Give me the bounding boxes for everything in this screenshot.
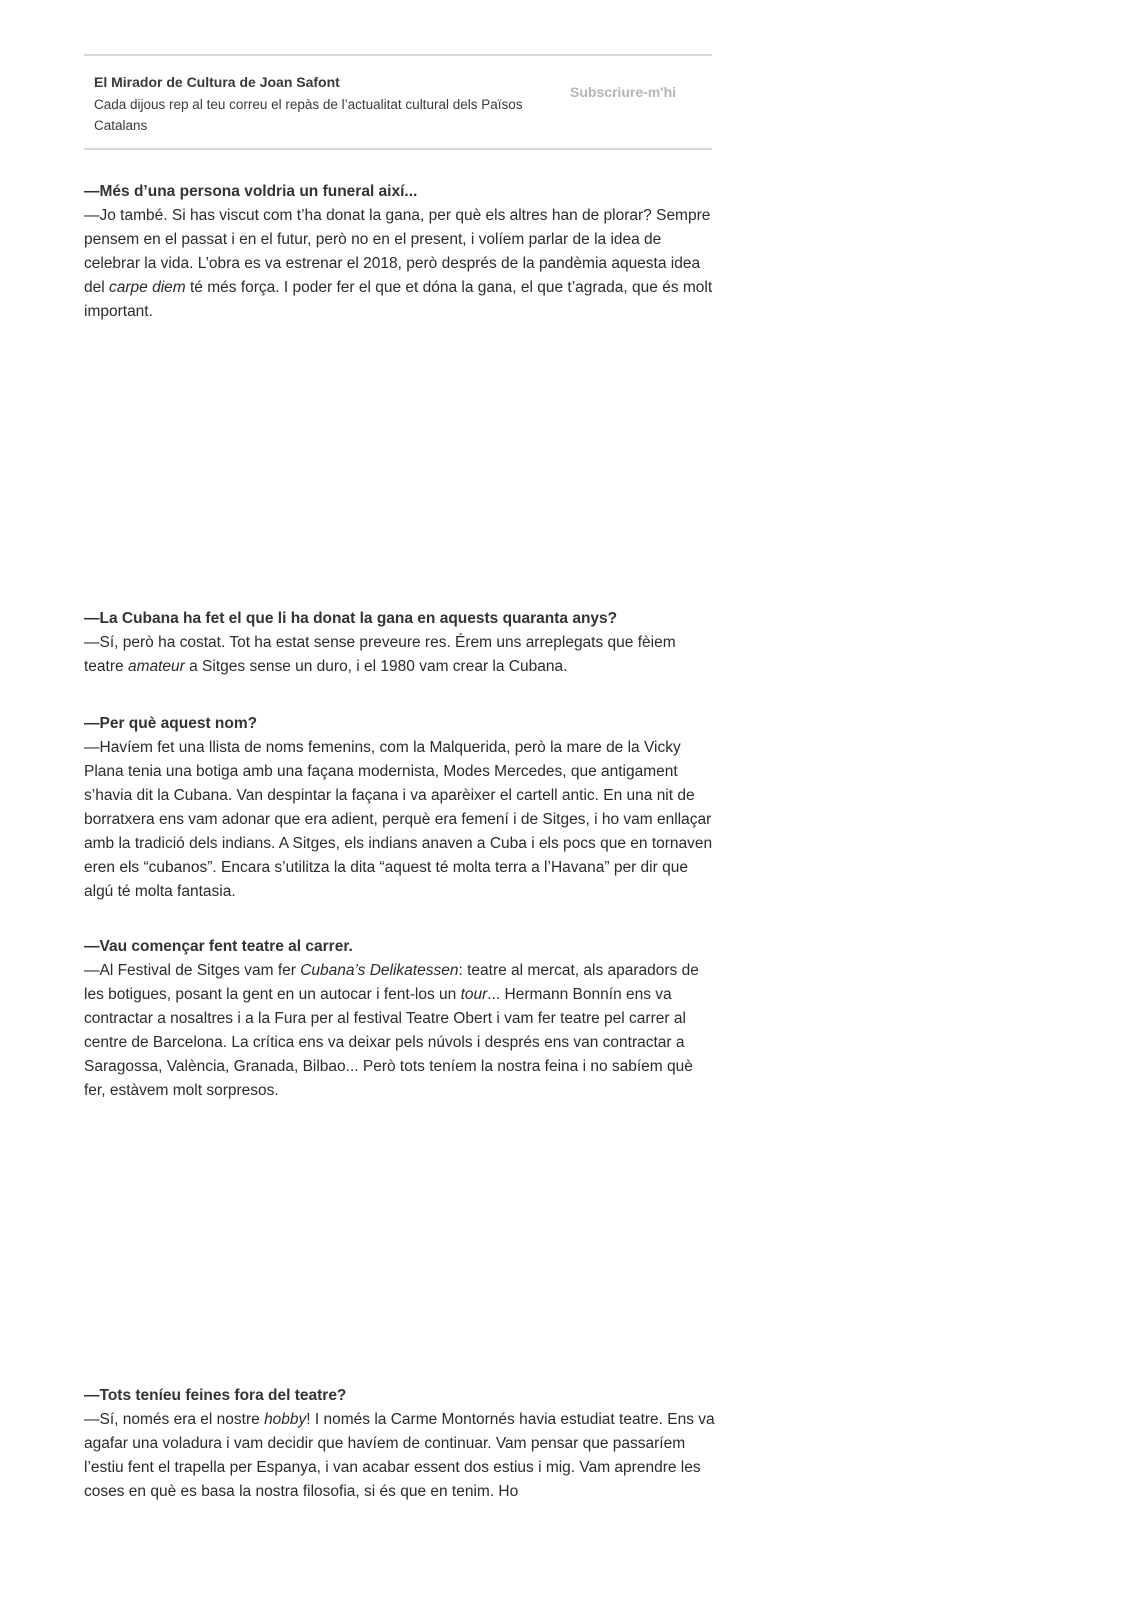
interview-question: —Vau començar fent teatre al carrer. — [84, 938, 353, 955]
italic-term: carpe diem — [109, 279, 186, 296]
italic-term: tour — [460, 986, 488, 1003]
newsletter-title: El Mirador de Cultura de Joan Safont — [94, 74, 340, 90]
answer-text: —Havíem fet una llista de noms femenins, com la Malquerida, però la mare de la Vicky Plana tenia una botiga amb una façana modernista, Modes Mercedes, que antigament s’havia dit la Cubana. Van despintar la façana i va aparèixer el cartell antic. En una nit de borratxera ens vam adonar que era adient, perquè era femení i de Sitges, i ho vam enllaçar amb la tradició dels indians. A Sitges, els indians anaven a Cuba i els pocs que en tornaven eren els “cubanos”. Encara s’utilitza la dita “aquest té molta terra a l’Havana” per dir que algú té molta fantasia. — [84, 739, 713, 900]
answer-text: té més força. I poder fer el que et dóna la gana, el que t’agrada, que és molt important. — [84, 279, 713, 320]
qa-block — [84, 607, 718, 679]
qa-block — [84, 935, 718, 1103]
answer-text: —Sí, però ha costat. Tot ha estat sense preveure res. Érem uns arreplegats que fèiem teatre — [84, 634, 676, 675]
italic-term: amateur — [127, 658, 185, 675]
qa-block — [84, 1384, 718, 1504]
subscribe-button[interactable]: Subscriure-m'hi — [570, 84, 677, 100]
answer-text: a Sitges sense un duro, i el 1980 vam crear la Cubana. — [184, 658, 568, 675]
answer-text: ... Hermann Bonnín ens va contractar a nosaltres i a la Fura per al festival Teatre Obert i vam fer teatre pel carrer al centre de Barcelona. La crítica ens va deixar pels núvols i després ens van contractar a Saragossa, València, Granada, Bilbao... Però tots teníem la nostra feina i no sabíem què fer, estàvem molt sorpresos. — [84, 986, 693, 1099]
qa-block — [84, 712, 718, 904]
newsletter-description: Cada dijous rep al teu correu el repàs de l’actualitat cultural dels Països Catalans — [94, 97, 523, 133]
newsletter-box — [84, 54, 712, 150]
interview-answer — [84, 631, 718, 679]
interview-question: —Tots teníeu feines fora del teatre? — [84, 1387, 347, 1404]
answer-text: ! I només la Carme Montornés havia estudiat teatre. Ens va agafar una voladura i vam decidir que havíem de continuar. Vam pensar que passaríem l’estiu fent el trapella per Espanya, i van acabar essent dos estius i mig. Vam aprendre les coses en què es basa la nostra filosofia, si és que en tenim. Ho — [84, 1411, 715, 1500]
interview-question: —La Cubana ha fet el que li ha donat la gana en aquests quaranta anys? — [84, 610, 618, 627]
answer-text: —Al Festival de Sitges vam fer — [84, 962, 301, 979]
qa-block — [84, 180, 718, 324]
interview-question: —Per què aquest nom? — [84, 715, 258, 732]
interview-answer — [84, 736, 718, 904]
italic-term: hobby — [264, 1411, 307, 1428]
interview-answer — [84, 959, 718, 1103]
interview-answer — [84, 1408, 718, 1504]
interview-answer — [84, 204, 718, 324]
answer-text: : teatre al mercat, als aparadors de les botigues, posant la gent en un autocar i fent-los un — [84, 962, 699, 1003]
answer-text: —Jo també. Si has viscut com t’ha donat la gana, per què els altres han de plorar? Sempre pensem en el passat i en el futur, però no en el present, i volíem parlar de la idea de celebrar la vida. L’obra es va estrenar el 2018, però després de la pandèmia aquesta idea del — [84, 207, 711, 296]
interview-question: —Més d’una persona voldria un funeral així... — [84, 183, 418, 200]
italic-term: Cubana’s Delikatessen — [300, 962, 459, 979]
answer-text: —Sí, només era el nostre — [84, 1411, 265, 1428]
